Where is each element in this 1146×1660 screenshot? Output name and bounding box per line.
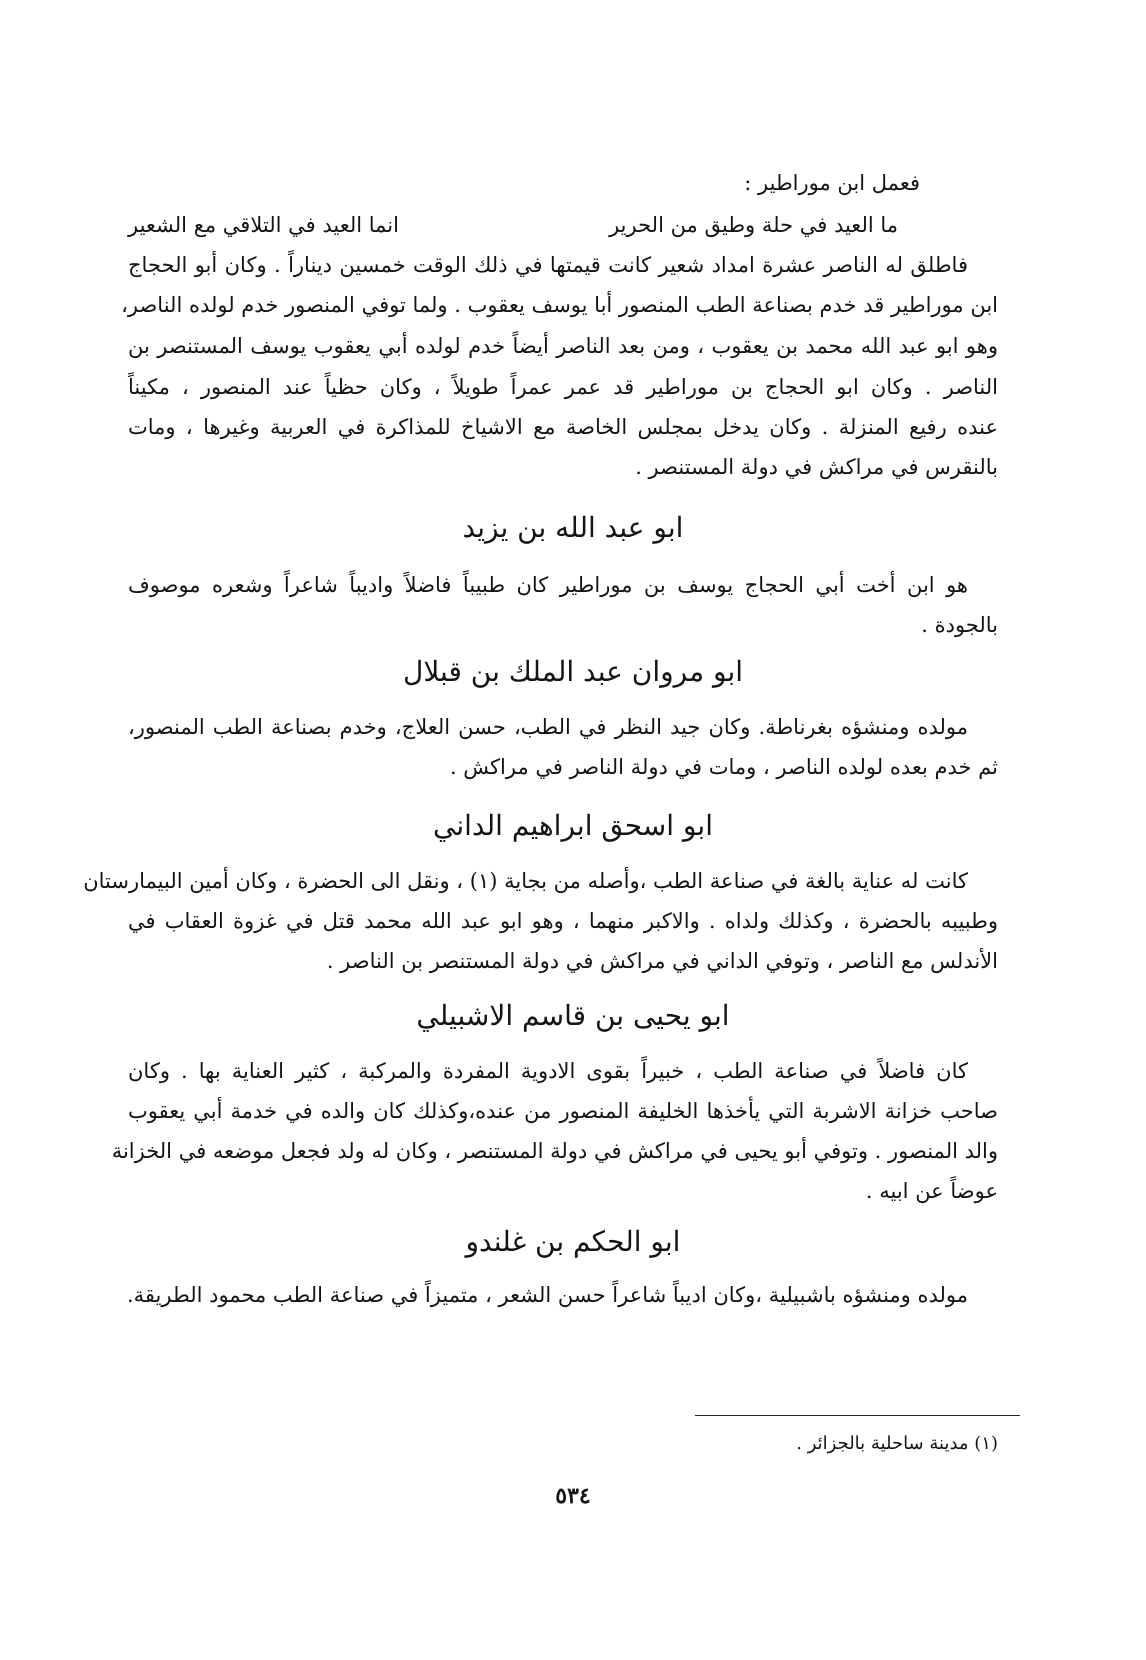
- para1-line: فاطلق له الناصر عشرة امداد شعير كانت قيمتها في ذلك الوقت خمسين ديناراً . وكان أبو الحجاج: [128, 253, 968, 277]
- para1-line: ابن موراطير قد خدم بصناعة الطب المنصور أبا يوسف يعقوب . ولما توفي المنصور خدم لولده الناصر،: [121, 293, 998, 317]
- footnote-divider: [695, 1415, 1020, 1416]
- section-line: كان فاضلاً في صناعة الطب ، خبيراً بقوى الادوية المفردة والمركبة ، كثير العناية بها . وكان: [128, 1059, 968, 1083]
- section-title: ابو مروان عبد الملك بن قبلال: [402, 655, 744, 688]
- footnote: (١) مدينة ساحلية بالجزائر .: [796, 1433, 998, 1454]
- section-title: ابو يحيى بن قاسم الاشبيلي: [416, 999, 730, 1032]
- section-title: ابو عبد الله بن يزيد: [462, 511, 684, 544]
- section-line: ثم خدم بعده لولده الناصر ، ومات في دولة الناصر في مراكش .: [449, 755, 998, 779]
- section-line: صاحب خزانة الاشربة التي يأخذها الخليفة المنصور من عنده،وكذلك كان والده في خدمة أبي يعقوب: [128, 1099, 998, 1123]
- intro-line: فعمل ابن موراطير :: [744, 171, 920, 195]
- para1-line: وهو ابو عبد الله محمد بن يعقوب ، ومن بعد الناصر أيضاً خدم لولده أبي يعقوب يوسف المستنصر بن: [128, 334, 998, 358]
- section-line: مولده ومنشؤه باشبيلية ،وكان اديباً شاعراً حسن الشعر ، متميزاً في صناعة الطب محمود الطريقة.: [126, 1283, 968, 1307]
- section-line: بالجودة .: [921, 613, 998, 637]
- section-line: والد المنصور . وتوفي أبو يحيى في مراكش في دولة المستنصر ، وكان له ولد فجعل موضعه في الخزانة: [111, 1139, 998, 1163]
- verse-first-hemistich: ما العيد في حلة وطيق من الحرير: [609, 213, 898, 237]
- para1-line: بالنقرس في مراكش في دولة المستنصر .: [635, 455, 998, 479]
- section-title: ابو الحكم بن غلندو: [465, 1225, 681, 1258]
- section-line: مولده ومنشؤه بغرناطة. وكان جيد النظر في الطب، حسن العلاج، وخدم بصناعة الطب المنصور،: [128, 715, 968, 739]
- section-title: ابو اسحق ابراهيم الداني: [433, 809, 713, 842]
- section-line: هو ابن أخت أبي الحجاج يوسف بن موراطير كان طبيباً فاضلاً واديباً شاعراً وشعره موصوف: [128, 573, 968, 597]
- para1-line: الناصر . وكان ابو الحجاج بن موراطير قد عمر عمراً طويلاً ، وكان حظياً عند المنصور ، مكيناً: [128, 375, 998, 399]
- section-line: كانت له عناية بالغة في صناعة الطب ،وأصله من بجاية (١) ، ونقل الى الحضرة ، وكان أمين البيمارستان: [83, 869, 968, 893]
- verse-second-hemistich: انما العيد في التلاقي مع الشعير: [128, 213, 399, 237]
- section-line: وطبيبه بالحضرة ، وكذلك ولداه . والاكبر منهما ، وهو ابو عبد الله محمد قتل في غزوة العقاب في: [128, 909, 998, 933]
- para1-line: عنده رفيع المنزلة . وكان يدخل بمجلس الخاصة مع الاشياخ للمذاكرة في العربية وغيرها ، ومات: [128, 415, 998, 439]
- page-number: ٥٣٤: [555, 1483, 591, 1509]
- section-line: عوضاً عن ابيه .: [865, 1179, 998, 1203]
- section-line: الأندلس مع الناصر ، وتوفي الداني في مراكش في دولة المستنصر بن الناصر .: [326, 949, 998, 973]
